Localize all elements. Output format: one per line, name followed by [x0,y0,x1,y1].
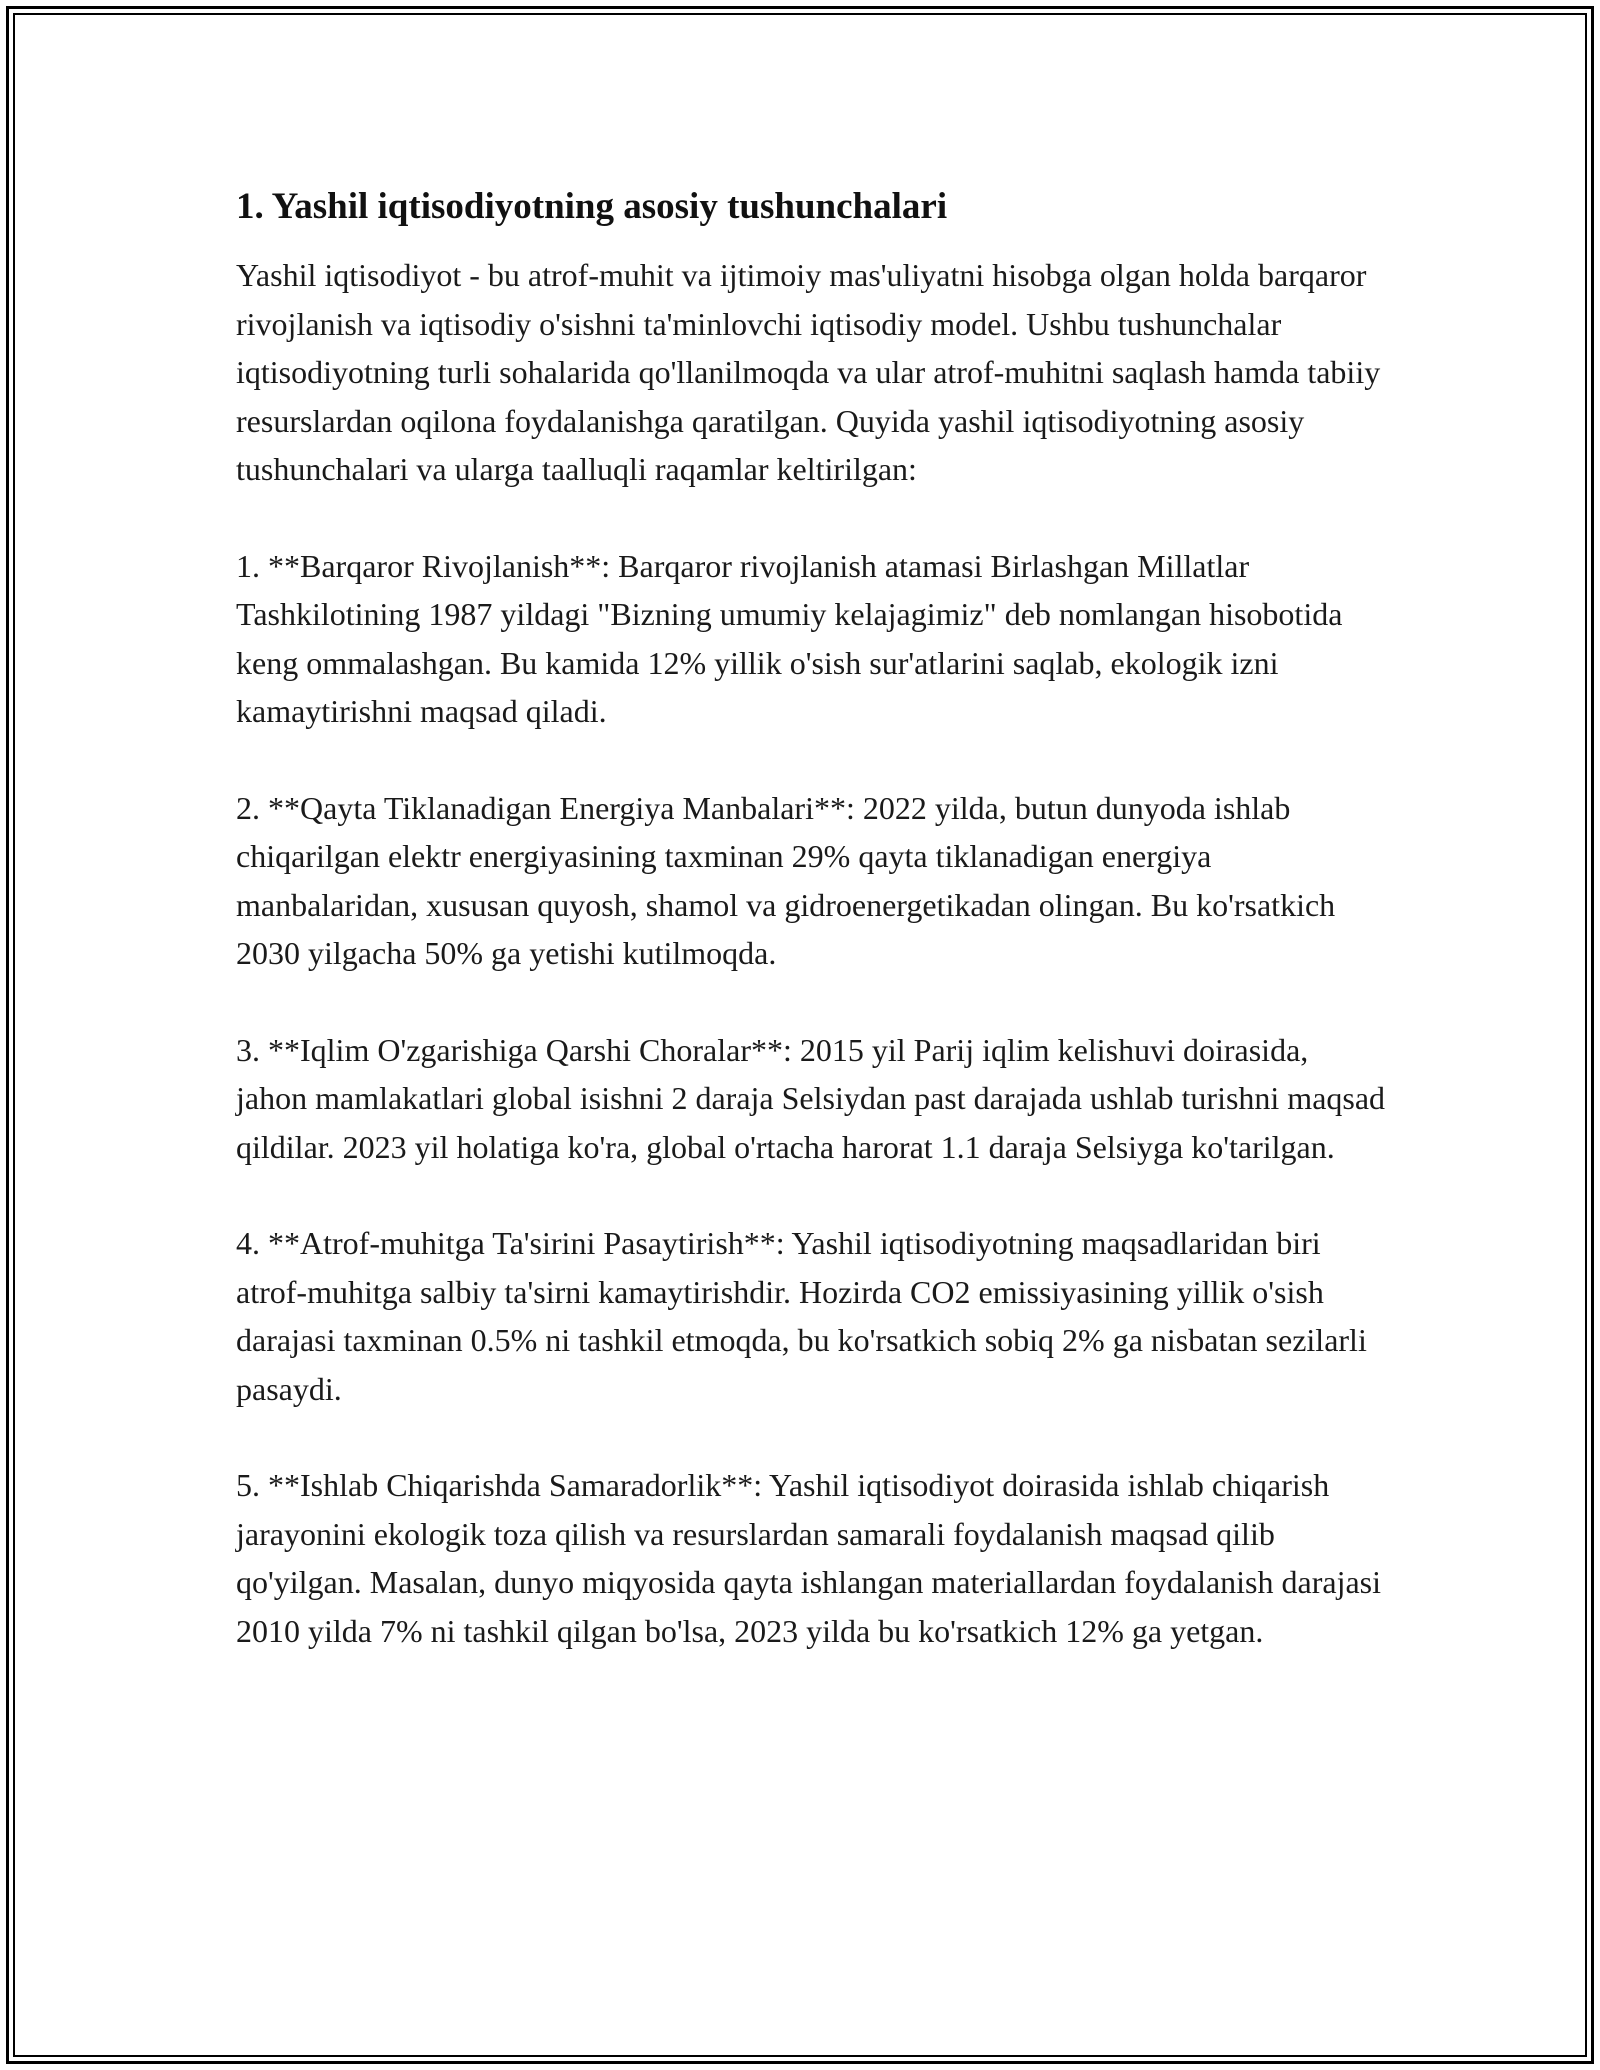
intro-paragraph: Yashil iqtisodiyot - bu atrof-muhit va ijtimoiy mas'uliyatni hisobga olgan holda barqaror rivojlanish va iqtisodiy o'sishni ta'minlovchi iqtisodiy model. Ushbu tushunchalar iqtisodiyotning turli sohalarida qo'llanilmoqda va ular atrof-muhitni saqlash hamda tabiiy resurslardan oqilona foydalanishga qaratilgan. Quyida yashil iqtisodiyotning asosiy tushunchalari va ularga taalluqli raqamlar keltirilgan: [236,257,1381,488]
list-item-atrof-muhitga-tasir: 4. **Atrof-muhitga Ta'sirini Pasaytirish**: Yashil iqtisodiyotning maqsadlaridan biri atrof-muhitga salbiy ta'sirni kamaytirishdir. Hozirda CO2 emissiyasining yillik o'sish darajasi taxminan 0.5% ni tashkil etmoqda, bu ko'rsatkich sobiq 2% ga nisbatan sezilarli pasaydi. [236,1225,1367,1407]
document-title: 1. Yashil iqtisodiyotning asosiy tushunchalari [236,186,948,227]
list-item-barqaror-rivojlanish: 1. **Barqaror Rivojlanish**: Barqaror rivojlanish atamasi Birlashgan Millatlar Tashkilotining 1987 yildagi "Bizning umumiy kelajagimiz" deb nomlangan hisobotida keng ommalashgan. Bu kamida 12% yillik o'sish sur'atlarini saqlab, ekologik izni kamaytirishni maqsad qiladi. [236,547,1343,730]
list-item-ishlab-chiqarish-samaradorlik: 5. **Ishlab Chiqarishda Samaradorlik**: Yashil iqtisodiyot doirasida ishlab chiqarish jarayonini ekologik toza qilish va resurslardan samarali foydalanish maqsad qilib qo'yilgan. Masalan, dunyo miqyosida qayta ishlangan materiallardan foydalanish darajasi 2010 yilda 7% ni tashkil qilgan bo'lsa, 2023 yilda bu ko'rsatkich 12% ga yetgan. [236,1467,1381,1649]
list-item-iqlim-ozgarishi: 3. **Iqlim O'zgarishiga Qarshi Choralar**: 2015 yil Parij iqlim kelishuvi doirasida, jahon mamlakatlari global isishni 2 daraja Selsiydan past darajada ushlab turishni maqsad qildilar. 2023 yil holatiga ko'ra, global o'rtacha harorat 1.1 daraja Selsiyga ko'tarilgan. [236,1031,1386,1165]
list-item-qayta-tiklanadigan-energiya: 2. **Qayta Tiklanadigan Energiya Manbalari**: 2022 yilda, butun dunyoda ishlab chiqarilgan elektr energiyasining taxminan 29% qayta tiklanadigan energiya manbalaridan, xususan quyosh, shamol va gidroenergetikadan olingan. Bu ko'rsatkich 2030 yilgacha 50% ga yetishi kutilmoqda. [236,789,1336,972]
document-body [236,185,1386,1703]
